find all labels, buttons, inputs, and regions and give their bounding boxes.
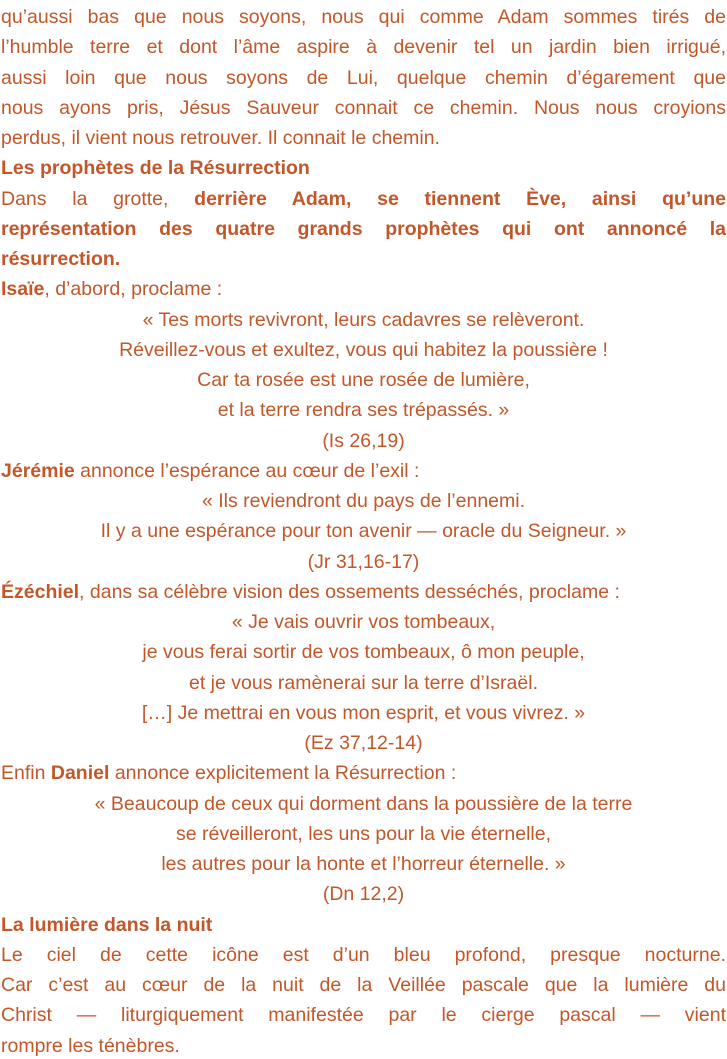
lead-jeremie	[1, 456, 726, 486]
paragraph-lumiere	[1, 940, 726, 1059]
quote-line: « Beaucoup de ceux qui dorment dans la poussière de la terre	[94, 792, 633, 815]
text-line: aussi loin que nous soyons de Lui, quelque chemin d’égarement que	[1, 66, 726, 89]
text-line	[1, 456, 726, 486]
text-segment: annonce l’espérance au cœur de l’exil :	[74, 459, 420, 482]
lead-ezechiel	[1, 577, 726, 607]
text-line: Le ciel de cette icône est d’un bleu profond, presque nocturne.	[1, 943, 726, 966]
scripture-reference: (Dn 12,2)	[322, 883, 405, 906]
text-segment: , dans sa célèbre vision des ossements desséchés, proclame :	[79, 580, 620, 603]
quote-line: se réveilleront, les uns pour la vie éternelle,	[175, 822, 552, 845]
text-segment: annonce explicitement la Résurrection :	[109, 762, 457, 785]
paragraph-intro	[1, 2, 726, 153]
text-line	[1, 577, 726, 607]
quote-ezechiel	[1, 607, 726, 758]
text-line	[1, 758, 726, 788]
scripture-reference: (Jr 31,16-17)	[307, 550, 420, 573]
quote-line: Il y a une espérance pour ton avenir — oracle du Seigneur. »	[100, 520, 627, 543]
quote-line: Car ta rosée est une rosée de lumière,	[197, 369, 530, 391]
text-line: Car c’est au cœur de la nuit de la Veillée pascale que la lumière du	[1, 974, 726, 996]
heading-prophetes	[1, 153, 726, 183]
text-line: rompre les ténèbres.	[1, 1034, 180, 1057]
text-line: résurrection.	[1, 248, 121, 270]
text-line: qu’aussi bas que nous soyons, nous qui comme Adam sommes tirés de	[1, 6, 726, 28]
text-segment-bold: derrière Adam, se tiennent Ève, ainsi qu’une	[194, 187, 726, 210]
text-line: Christ — liturgiquement manifestée par le cierge pascal — vient	[1, 1004, 726, 1027]
lead-isaie	[1, 274, 726, 304]
quote-line: les autres pour la honte et l’horreur éternelle. »	[161, 853, 566, 875]
text-line	[1, 274, 726, 304]
prophet-name: Jérémie	[1, 459, 75, 482]
quote-line: « Je vais ouvrir vos tombeaux,	[231, 611, 496, 633]
text-line: l’humble terre et dont l’âme aspire à devenir tel un jardin bien irrigué,	[1, 36, 726, 59]
section-heading: La lumière dans la nuit	[1, 913, 213, 936]
text-line: nous ayons pris, Jésus Sauveur connait ce chemin. Nous nous croyions	[1, 96, 726, 119]
quote-line: et la terre rendra ses trépassés. »	[217, 399, 510, 422]
text-line	[1, 184, 726, 214]
text-segment: , d’abord, proclame :	[44, 278, 223, 301]
paragraph-grotte	[1, 184, 726, 275]
quote-line: Réveillez-vous et exultez, vous qui habitez la poussière !	[119, 338, 608, 361]
prophet-name: Daniel	[50, 762, 110, 785]
text-segment: Dans la grotte,	[1, 187, 195, 210]
scripture-reference: (Ez 37,12-14)	[304, 732, 423, 754]
quote-daniel	[1, 789, 726, 910]
prophet-name: Ézéchiel	[1, 580, 80, 603]
prophet-name: Isaïe	[1, 278, 45, 301]
quote-line: […] Je mettrai en vous mon esprit, et vous vivrez. »	[141, 701, 586, 724]
lead-daniel	[1, 758, 726, 788]
quote-jeremie	[1, 486, 726, 577]
heading-lumiere	[1, 910, 726, 940]
quote-line: « Tes morts revivront, leurs cadavres se relèveront.	[142, 308, 585, 331]
text-line: perdus, il vient nous retrouver. Il connait le chemin.	[1, 127, 440, 149]
quote-line: et je vous ramènerai sur la terre d’Israël.	[189, 671, 538, 694]
text-line: représentation des quatre grands prophètes qui ont annoncé la	[1, 217, 726, 240]
quote-isaie	[1, 305, 726, 456]
text-segment: Enfin	[1, 762, 51, 785]
scripture-reference: (Is 26,19)	[322, 429, 405, 452]
section-heading: Les prophètes de la Résurrection	[1, 157, 310, 180]
quote-line: je vous ferai sortir de vos tombeaux, ô mon peuple,	[142, 641, 585, 664]
quote-line: « Ils reviendront du pays de l’ennemi.	[201, 490, 526, 512]
